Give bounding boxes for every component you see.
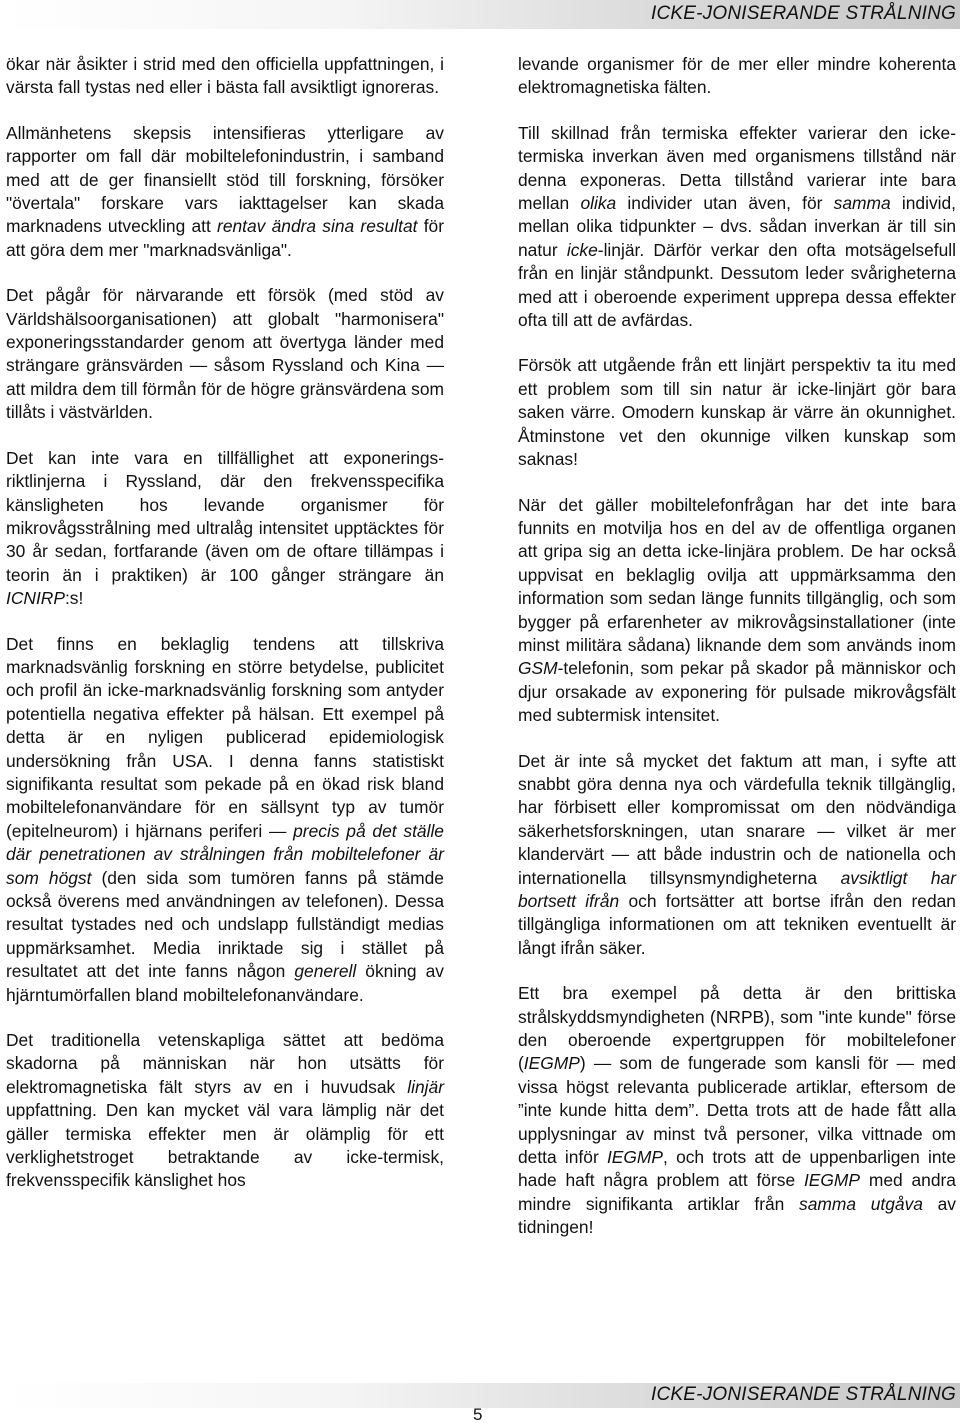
italic-text: IEGMP — [523, 1053, 580, 1074]
text-run: individ, mellan olika tidpunkter – dvs. sådan inverkan är till sin natur — [518, 193, 957, 260]
body-paragraph — [6, 1029, 444, 1193]
body-paragraph — [6, 447, 444, 611]
italic-text: olika — [580, 193, 617, 214]
body-paragraph — [6, 284, 444, 424]
text-run: och fortsätter att bortse ifrån den redan tillgängliga informationen om att tekniken eventuellt är långt ifrån säker. — [518, 891, 956, 958]
text-run: av tidningen! — [518, 1193, 957, 1238]
italic-text: IEGMP — [606, 1147, 664, 1168]
body-paragraph — [6, 53, 444, 100]
text-run: Ett bra exempel på detta är den brittiska strålskyddsmyndigheten (NRPB), som "inte kunde" förse den oberoende expertgruppen för mobiltelefoner ( — [518, 983, 956, 1074]
body-paragraph — [518, 354, 956, 471]
text-run: ökning av hjärntumörfallen bland mobiltelefonanvändare. — [6, 961, 444, 1005]
text-run: Till skillnad från termiska effekter varierar den icke-termiska inverkan även med organismens tillstånd när denna exponeras. Detta tillstånd varierar inte bara mellan — [518, 122, 956, 214]
text-run: med andra mindre signifikanta artiklar från — [518, 1170, 956, 1214]
text-run: Försök att utgående från ett linjärt perspektiv ta itu med ett problem som till sin natur är icke-linjärt gör bara saken värre. Omodern kunskap är värre än okunnighet. Åtminstone vet den okunnige vilken kunskap som saknas! — [518, 355, 956, 470]
text-run: Det är inte så mycket det faktum att man, i syfte att snabbt göra denna nya och värdefulla teknik tillgänglig, har förbisett eller kompromissat om den nödvändiga säkerhetsforskningen, utan snarare — vilket är mer klandervärt — att både industrin och de nationella och internationella tillsynsmyndigheterna — [518, 750, 956, 888]
italic-text: IEGMP — [803, 1170, 861, 1191]
text-run: Allmänhetens skepsis intensifieras ytterligare av rapporter om fall där mobiltelefonindustrin, i samband med att de ger finansiellt stöd till forskning, försöker "övertala" forskare vars iakttagelser kan skada marknadens utveckling att — [6, 122, 444, 237]
right-column — [518, 53, 956, 1262]
text-run: Det finns en beklaglig tendens att tillskriva marknadsvänlig forskning en större betydelse, publicitet och profil än icke-marknadsvänlig forskning som antyder potentiella negativa effekter på hälsan. Ett exempel på detta är en nyligen publicerad epidemiologisk undersökning från USA. I denna fanns statistiskt signifikanta resultat som pekade på en ökad risk bland mobiltelefonanvändare för en sällsynt typ av tumör (epitelneurom) i hjärnans periferi — — [6, 633, 444, 841]
body-paragraph — [6, 122, 444, 262]
left-column — [6, 53, 444, 1215]
running-header: ICKE-JONISERANDE STRÅLNING — [650, 3, 956, 24]
italic-text: generell — [294, 961, 357, 982]
body-paragraph — [6, 633, 444, 1008]
page-number: 5 — [473, 1405, 483, 1424]
italic-text: rentav ändra sina resultat — [217, 216, 418, 237]
body-paragraph — [518, 122, 956, 333]
text-run: ) — som de fungerade som kansli för — med vissa högst relevanta publicerade artiklar, eftersom de ”inte kunde hitta dem”. Detta trots att de hade fått alla upplysningar av minst två personer, vilka vittnade om detta inför — [518, 1053, 956, 1168]
italic-text: linjär — [407, 1076, 444, 1097]
italic-text: samma — [833, 193, 891, 214]
text-run: Det traditionella vetenskapliga sättet att bedöma skadorna på människan när hon utsätts för elektromagnetiska fält styrs av en i huvudsak — [6, 1030, 444, 1097]
body-paragraph — [518, 750, 956, 961]
italic-text: icke — [566, 239, 598, 260]
text-run: (den sida som tumören fanns på stämde också överens med användningen av telefonen). Dessa resultat tystades ned och undslapp fullständigt medias uppmärksamhet. Media inriktade sig i stället på resultatet att det inte fanns någon — [6, 867, 444, 982]
text-run: , och trots att de uppenbarligen inte hade haft några problem att förse — [518, 1147, 956, 1191]
italic-text: ICNIRP — [6, 588, 65, 609]
text-run: Det pågår för närvarande ett försök (med stöd av Världshälsoorganisationen) att globalt "harmonisera" exponeringsstandarder genom att övertyga länder med strängare gränsvärden — såsom Ryssland och Kina — att mildra dem till förmån för de högre gränsvärdena som tillåts i västvärlden. — [6, 285, 444, 423]
italic-text: precis på det ställe där penetrationen av strålningen från mobiltelefoner är som högst — [6, 820, 444, 888]
italic-text: samma utgåva — [799, 1193, 923, 1214]
text-run: Det kan inte vara en tillfällighet att exponeringsriktlinjerna i Ryssland, där den frekvensspecifika känsligheten hos levande organismer för mikrovågsstrålning med ultralåg intensitet upptäcktes för 30 år sedan, fortfarande (även om de oftare tillämpas i teorin än i praktiken) är 100 gånger strängare än — [6, 447, 444, 585]
text-run: ökar när åsikter i strid med den officiella uppfattningen, i värsta fall tystas ned eller i bästa fall avsiktligt ignoreras. — [6, 54, 444, 98]
italic-text: GSM — [518, 658, 558, 679]
text-run: När det gäller mobiltelefonfrågan har det inte bara funnits en motvilja hos en del av de offentliga organen att gripa sig an detta icke-linjära problem. De har också uppvisat en beklaglig ovilja att uppmärksamma den information som sedan länge funnits tillgänglig, och som bygger på erfarenheter av mikrovågsinstallationer (inte minst militära sådana) liknande dem som används inom — [518, 494, 956, 655]
text-run: -telefonin, som pekar på skador på människor och djur orsakade av exponering för pulsade mikrovågsfält med subtermisk intensitet. — [518, 658, 956, 726]
text-run: uppfattning. Den kan mycket väl vara lämplig när det gäller termiska effekter men är olämplig för ett verklighetstroget betraktande av icke-termisk, frekvensspecifik känslighet hos — [6, 1100, 444, 1191]
text-run: :s! — [64, 588, 84, 609]
body-paragraph — [518, 53, 956, 100]
body-paragraph — [518, 494, 956, 728]
text-run: levande organismer för de mer eller mindre koherenta elektromagnetiska fälten. — [518, 54, 956, 98]
text-run: -linjär. Därför verkar den ofta motsägelsefull från en linjär ståndpunkt. Dessutom leder svårigheterna med att i oberoende experiment upprepa dessa effekter ofta till att de avfärdas. — [518, 239, 956, 331]
italic-text: avsiktligt har bortsett ifrån — [518, 867, 956, 911]
body-paragraph — [518, 982, 956, 1239]
text-run: individer utan även, för — [616, 193, 834, 214]
running-footer: ICKE-JONISERANDE STRÅLNING — [650, 1384, 956, 1405]
text-run: för att göra dem mer "marknadsvänliga". — [6, 216, 444, 260]
